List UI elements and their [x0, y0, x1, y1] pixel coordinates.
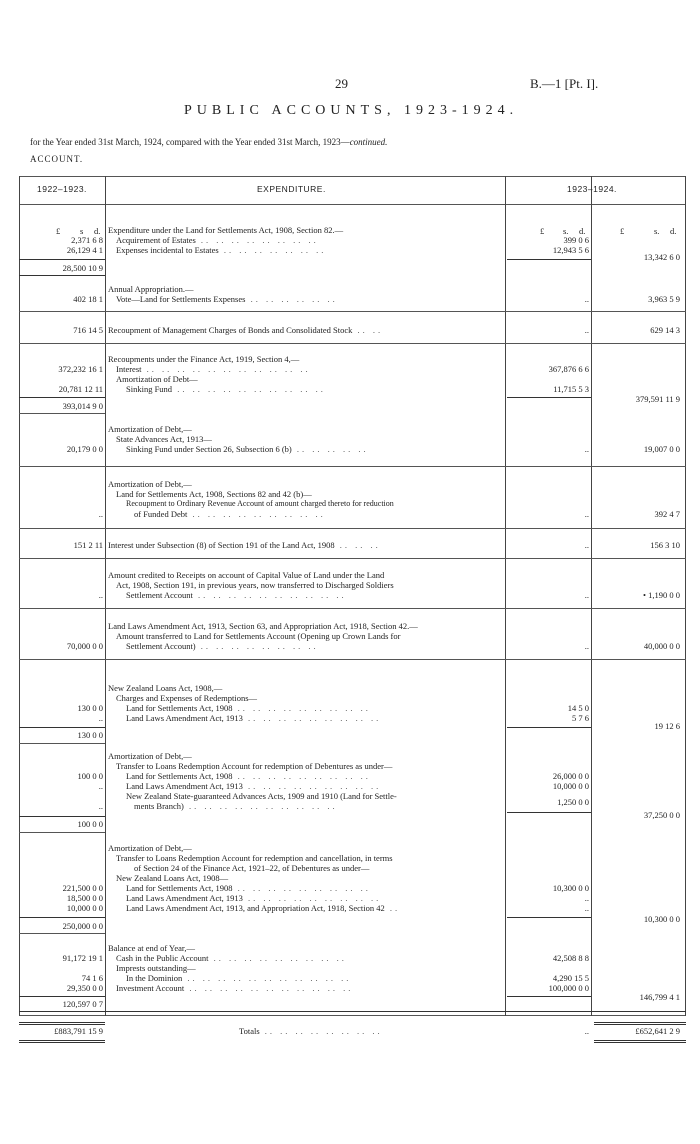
current-detail-value: 10,300 0 0: [552, 883, 589, 893]
prior-year-value: 100 0 0: [77, 771, 103, 781]
currency-penny-total: d.: [670, 226, 677, 236]
subtitle-main: for the Year ended 31st March, 1924, compared with the Year ended 31st March, 1923—: [30, 137, 350, 147]
prior-year-value: 2,371 6 8: [71, 235, 103, 245]
prior-year-value: ..: [98, 713, 103, 723]
current-detail-value: 4,290 15 5: [552, 973, 589, 983]
current-detail-value: ..: [584, 893, 589, 903]
row-text: Land for Settlements Act, 1908 .. .. .. .. .. .. .. .. ..: [126, 703, 371, 713]
row-text: of Funded Debt .. .. .. .. .. .. .. .. ..: [134, 509, 326, 519]
row-label: Land for Settlements Act, 1908: [126, 883, 233, 893]
ledger-row-description: [108, 479, 513, 519]
row-label: Sinking Fund: [126, 384, 173, 394]
current-detail-value: ..: [584, 903, 589, 913]
row-text: Land for Settlements Act, 1908 .. .. .. .. .. .. .. .. ..: [126, 771, 371, 781]
ledger-row-description: [108, 683, 513, 723]
ledger-row-description: [108, 751, 513, 811]
row-label: Land Laws Amendment Act, 1913: [126, 781, 243, 791]
row-text: Settlement Account .. .. .. .. .. .. .. .. .. ..: [126, 590, 347, 600]
row-text: Amount transferred to Land for Settlements Account (Opening up Crown Lands for: [116, 631, 401, 641]
prior-year-value: 29,350 0 0: [66, 983, 103, 993]
currency-shilling-detail: s.: [563, 226, 569, 236]
current-year-total: 37,250 0 0: [643, 810, 680, 820]
row-text: Totals .. .. .. .. .. .. .. ..: [239, 1026, 383, 1036]
column-rule: [685, 176, 686, 1016]
current-year-total: 19 12 6: [654, 721, 680, 731]
row-text: Charges and Expenses of Redemptions—: [116, 693, 258, 703]
row-label: ments Branch): [134, 801, 184, 811]
current-year-total: 392 4 7: [654, 509, 680, 519]
current-detail-value: ..: [584, 540, 589, 550]
current-year-total: 19,007 0 0: [643, 444, 680, 454]
totals-label-line: [239, 1026, 509, 1036]
row-text: Land Laws Amendment Act, 1913, Section 63, and Appropriation Act, 1918, Section 42.—: [108, 621, 418, 631]
row-text: New Zealand State-guaranteed Advances Acts, 1909 and 1910 (Land for Settle-: [126, 791, 397, 801]
ledger-row-description: [108, 284, 513, 304]
row-label: Investment Account: [116, 983, 185, 993]
row-label: Land for Settlements Act, 1908: [126, 703, 233, 713]
prior-year-value: 18,500 0 0: [66, 893, 103, 903]
row-text: Sinking Fund under Section 26, Subsection 6 (b) .. .. .. .. ..: [126, 444, 369, 454]
table-top-rule: [19, 176, 686, 177]
prior-year-value: 716 14 5: [73, 325, 103, 335]
table-bottom-rule: [19, 1015, 686, 1016]
row-label: Land Laws Amendment Act, 1913: [126, 893, 243, 903]
row-text: Act, 1908, Section 191, in previous years, now transferred to Discharged Soldiers: [116, 580, 394, 590]
document-reference: B.—1 [Pt. I].: [530, 76, 599, 91]
prior-year-value: 74 1 6: [81, 973, 103, 983]
prior-year-value: 372,232 16 1: [58, 364, 103, 374]
row-text: Amortization of Debt,—: [108, 424, 192, 434]
row-label: Interest: [116, 364, 142, 374]
row-label: Land Laws Amendment Act, 1913, and Appropriation Act, 1918, Section 42: [126, 903, 385, 913]
row-text: Amount credited to Receipts on account of Capital Value of Land under the Land: [108, 570, 385, 580]
prior-year-value: 20,179 0 0: [66, 444, 103, 454]
row-text: Recoupments under the Finance Act, 1919, Section 4,—: [108, 354, 300, 364]
current-detail-value: 5 7 6: [572, 713, 589, 723]
current-detail-value: 42,508 8 8: [552, 953, 589, 963]
row-text: Settlement Account) .. .. .. .. .. .. .. ..: [126, 641, 319, 651]
column-rule: [591, 176, 592, 1016]
ledger-row-description: [108, 354, 513, 394]
column-header-expenditure: EXPENDITURE.: [257, 184, 326, 194]
prior-year-value: ..: [98, 509, 103, 519]
expenditure-ledger-table: [19, 176, 686, 1016]
row-text: Sinking Fund .. .. .. .. .. .. .. .. .. ..: [126, 384, 326, 394]
row-text: Imprests outstanding—: [116, 963, 196, 973]
row-label: Expenses incidental to Estates: [116, 245, 219, 255]
ledger-row-description: [108, 540, 513, 550]
prior-year-subtotal: 130 0 0: [77, 730, 103, 740]
prior-year-subtotal: 28,500 10 9: [62, 263, 103, 273]
current-year-total: 13,342 6 0: [643, 252, 680, 262]
row-text: New Zealand Loans Act, 1908,—: [108, 683, 223, 693]
row-label: Settlement Account: [126, 590, 193, 600]
prior-year-subtotal: 120,597 0 7: [62, 999, 103, 1009]
row-label: Acquirement of Estates: [116, 235, 196, 245]
current-detail-value: 399 0 6: [563, 235, 589, 245]
row-text: Amortization of Debt,—: [108, 843, 192, 853]
row-label: Sinking Fund under Section 26, Subsection 6 (b): [126, 444, 292, 454]
prior-year-value: 221,500 0 0: [62, 883, 103, 893]
row-label: Land Laws Amendment Act, 1913: [126, 713, 243, 723]
current-detail-value: ..: [584, 509, 589, 519]
current-detail-value: ..: [584, 590, 589, 600]
row-label: Cash in the Public Account: [116, 953, 209, 963]
current-year-total: 156 3 10: [650, 540, 680, 550]
row-text: Expenditure under the Land for Settlements Act, 1908, Section 82.—: [108, 225, 344, 235]
prior-year-subtotal: 250,000 0 0: [62, 921, 103, 931]
prior-year-value: 130 0 0: [77, 703, 103, 713]
row-label: Recoupment of Management Charges of Bonds and Consolidated Stock: [108, 325, 353, 335]
current-year-total: 629 14 3: [650, 325, 680, 335]
current-year-total: 146,799 4 1: [639, 992, 680, 1002]
row-text: Land Laws Amendment Act, 1913, and Appropriation Act, 1918, Section 42 ..: [126, 903, 401, 913]
prior-year-value: 91,172 19 1: [62, 953, 103, 963]
currency-pound-detail: £: [540, 226, 545, 236]
current-detail-value: 367,876 6 6: [548, 364, 589, 374]
row-text: Land Laws Amendment Act, 1913 .. .. .. .. .. .. .. .. ..: [126, 713, 382, 723]
page-number: 29: [335, 76, 348, 91]
totals-detail: ..: [584, 1026, 589, 1036]
row-text: Land Laws Amendment Act, 1913 .. .. .. .. .. .. .. .. ..: [126, 781, 382, 791]
row-text: Land for Settlements Act, 1908, Sections 82 and 42 (b)—: [116, 489, 312, 499]
current-detail-value: 100,000 0 0: [548, 983, 589, 993]
current-detail-value: 12,943 5 6: [552, 245, 589, 255]
current-detail-value: ..: [584, 325, 589, 335]
row-text: Cash in the Public Account .. .. .. .. .. .. .. .. ..: [116, 953, 347, 963]
ledger-row-description: [108, 570, 513, 600]
row-text: Interest under Subsection (8) of Section 191 of the Land Act, 1908 .. .. ..: [108, 540, 381, 550]
prior-year-value: 151 2 11: [73, 540, 103, 550]
current-year-total: 3,963 5 9: [648, 294, 680, 304]
current-detail-value: 1,250 0 0: [557, 797, 589, 807]
row-text: Annual Appropriation.—: [108, 284, 194, 294]
totals-prior-year: £883,791 15 9: [54, 1026, 103, 1036]
row-text: Recoupment of Management Charges of Bonds and Consolidated Stock .. ..: [108, 325, 384, 335]
currency-pound-left: £: [56, 226, 61, 236]
table-header-rule: [19, 204, 686, 205]
row-text: Balance at end of Year,—: [108, 943, 195, 953]
current-detail-value: 26,000 0 0: [552, 771, 589, 781]
currency-shilling-total: s.: [654, 226, 660, 236]
current-detail-value: ..: [584, 294, 589, 304]
current-year-total: • 1,190 0 0: [643, 590, 680, 600]
row-text: Vote—Land for Settlements Expenses .. .. .. .. .. ..: [116, 294, 338, 304]
totals-current-year: £652,641 2 9: [635, 1026, 680, 1036]
subtitle-continued: continued.: [349, 137, 388, 147]
page-subtitle: [30, 137, 387, 147]
page-title: PUBLIC ACCOUNTS, 1923-1924.: [184, 103, 519, 118]
prior-year-value: 70,000 0 0: [66, 641, 103, 651]
prior-year-value: 402 18 1: [73, 294, 103, 304]
row-text: Expenses incidental to Estates .. .. .. .. .. .. ..: [116, 245, 327, 255]
row-text: New Zealand Loans Act, 1908—: [116, 873, 229, 883]
row-label: Land for Settlements Act, 1908: [126, 771, 233, 781]
ledger-row-description: [108, 943, 513, 993]
prior-year-subtotal: 393,014 9 0: [62, 401, 103, 411]
row-text: ments Branch) .. .. .. .. .. .. .. .. .. ..: [134, 801, 338, 811]
currency-penny-detail: d.: [579, 226, 586, 236]
prior-year-value: 10,000 0 0: [66, 903, 103, 913]
current-detail-value: 11,715 5 3: [553, 384, 589, 394]
currency-shilling-left: s: [80, 226, 84, 236]
row-text: Interest .. .. .. .. .. .. .. .. .. .. ..: [116, 364, 311, 374]
prior-year-value: 26,129 4 1: [66, 245, 103, 255]
totals-label: Totals: [239, 1026, 260, 1036]
column-rule: [105, 176, 106, 1016]
row-text: Land Laws Amendment Act, 1913 .. .. .. .. .. .. .. .. ..: [126, 893, 382, 903]
currency-pound-total: £: [620, 226, 625, 236]
ledger-row-description: [108, 424, 513, 454]
current-year-total: 40,000 0 0: [643, 641, 680, 651]
prior-year-value: ..: [98, 781, 103, 791]
current-detail-value: 14 5 0: [567, 703, 589, 713]
row-text: Amortization of Debt,—: [108, 479, 192, 489]
ledger-row-description: [108, 225, 513, 255]
row-text: Acquirement of Estates .. .. .. .. .. .. .. ..: [116, 235, 319, 245]
totals-row: [19, 1022, 686, 1044]
row-text: Amortization of Debt,—: [108, 751, 192, 761]
row-text: In the Dominion .. .. .. .. .. .. .. .. .. .. ..: [126, 973, 352, 983]
ledger-row-description: [108, 621, 513, 651]
row-text: Recoupment to Ordinary Revenue Account of amount charged thereto for reduction: [126, 499, 394, 508]
row-text: Land for Settlements Act, 1908 .. .. .. .. .. .. .. .. ..: [126, 883, 371, 893]
row-text: Amortization of Debt—: [116, 374, 198, 384]
row-label: Vote—Land for Settlements Expenses: [116, 294, 246, 304]
row-label: In the Dominion: [126, 973, 183, 983]
current-detail-value: ..: [584, 641, 589, 651]
row-text: of Section 24 of the Finance Act, 1921–22, of Debentures as under—: [134, 863, 370, 873]
column-header-prior-year: 1922–1923.: [37, 184, 87, 194]
row-text: Transfer to Loans Redemption Account for redemption and cancellation, in terms: [116, 853, 393, 863]
ledger-row-description: [108, 325, 513, 335]
row-text: Transfer to Loans Redemption Account for redemption of Debentures as under—: [116, 761, 393, 771]
column-header-current-year: 1923–1924.: [567, 184, 617, 194]
current-year-total: 10,300 0 0: [643, 914, 680, 924]
current-detail-value: ..: [584, 444, 589, 454]
row-text: State Advances Act, 1913—: [116, 434, 212, 444]
row-label: Interest under Subsection (8) of Section 191 of the Land Act, 1908: [108, 540, 335, 550]
ledger-row-description: [108, 843, 513, 913]
prior-year-value: ..: [98, 801, 103, 811]
prior-year-subtotal: 100 0 0: [77, 819, 103, 829]
row-label: Settlement Account): [126, 641, 196, 651]
prior-year-value: ..: [98, 590, 103, 600]
row-label: of Funded Debt: [134, 509, 188, 519]
prior-year-value: 20,781 12 11: [58, 384, 103, 394]
row-text: Investment Account .. .. .. .. .. .. .. .. .. .. ..: [116, 983, 354, 993]
current-detail-value: 10,000 0 0: [552, 781, 589, 791]
account-label: ACCOUNT.: [30, 154, 84, 164]
current-year-total: 379,591 11 9: [635, 394, 680, 404]
currency-penny-left: d.: [94, 226, 101, 236]
